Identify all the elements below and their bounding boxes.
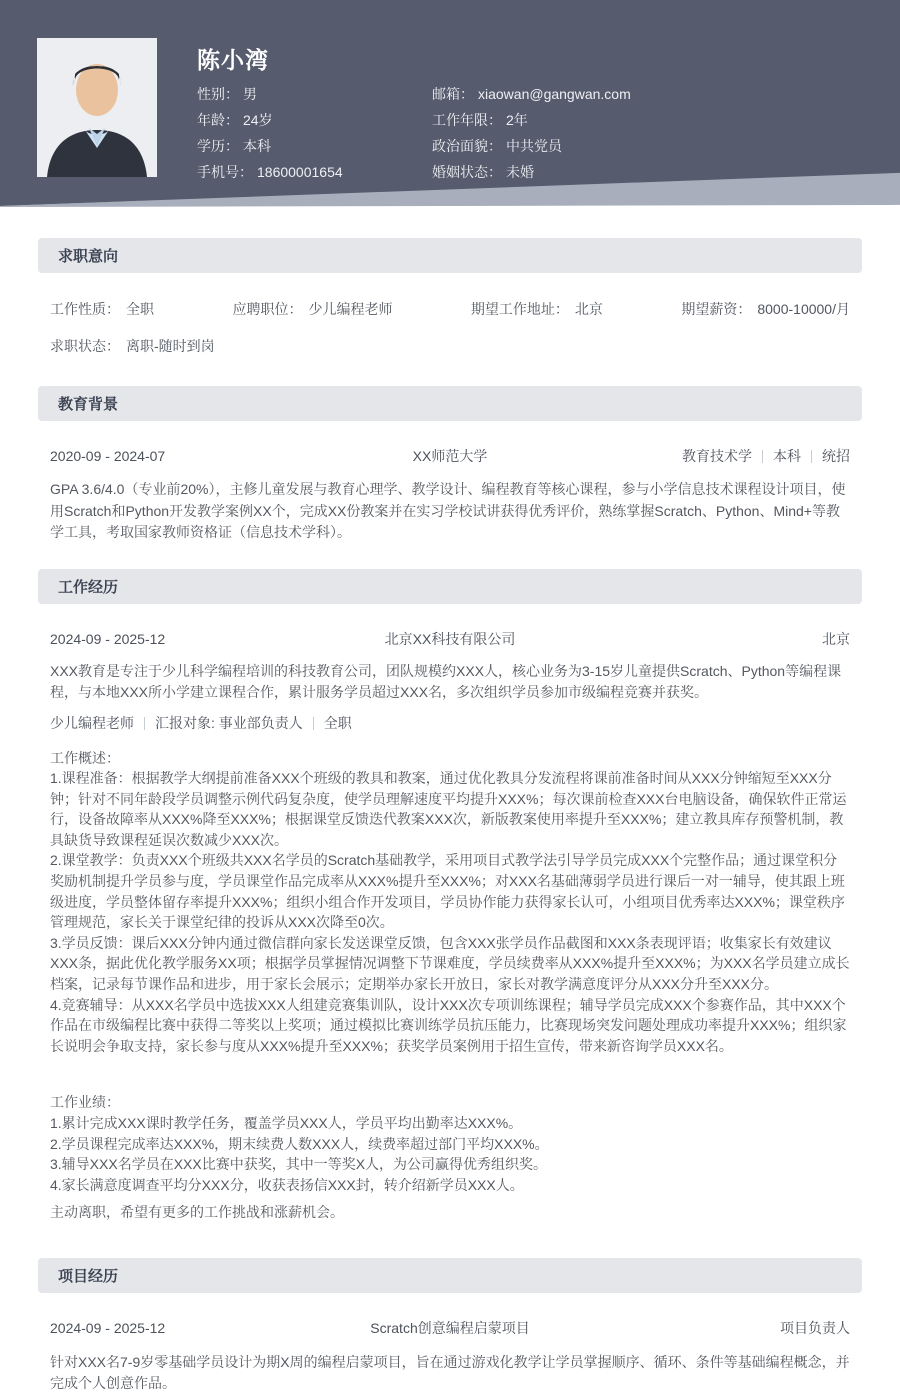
work-role: 少儿编程老师 [50,714,134,731]
header-info-right [432,84,852,188]
leave-reason: 主动离职，希望有更多的工作挑战和涨薪机会。 [50,1204,344,1221]
section-job-intent [50,238,850,356]
education-major: 教育技术学 [682,448,752,464]
work-location: 北京 [822,630,850,647]
field-work-years: 工作年限： 2年 [432,112,528,128]
work-role-line [50,713,850,733]
education-enroll-type: 统招 [822,448,850,464]
education-degree: 本科 [773,448,801,464]
work-meta-row [50,629,850,649]
work-achievement-title: 工作业绩： [50,1094,120,1111]
intent-position: 应聘职位： 少儿编程老师 [232,301,393,317]
project-role: 项目负责人 [780,1319,850,1336]
section-project-experience [50,1258,850,1395]
work-report-to: 汇报对象: 事业部负责人 [155,714,303,731]
section-work-experience [50,569,850,1223]
section-title-job-intent: 求职意向 [38,238,862,273]
education-meta-row [50,446,850,466]
section-education [50,386,850,544]
work-job-type: 全职 [323,714,352,731]
resume-header [0,0,900,207]
work-achievement-item: 2.学员课程完成率达XXX%，期末续费人数XXX人，续费率超过部门平均XXX%。 [50,1135,549,1152]
work-achievement-item: 3.辅导XXX名学员在XXX比赛中获奖，其中一等奖X人，为公司赢得优秀组织奖。 [50,1156,548,1173]
work-overview-item: 4.竞赛辅导：从XXX名学员中选拔XXX人组建竞赛集训队，设计XXX次专项训练课程；辅导学员完成XXX个参赛作品，其中XXX个作品在市级编程比赛中获得二等奖以上奖项；通过模拟比赛训练学员抗压能力，比赛现场突发问题处理成功率提升XXX%；组织家长说明会争取支持，家长参与度从XXX%提升至XXX%；获奖学员案例用于招生宣传，带来新咨询学员XXX名。 [50,996,847,1054]
project-period: 2024-09 - 2025-12 [50,1319,166,1336]
work-overview-item: 2.课堂教学：负责XXX个班级共XXX名学员的Scratch基础教学，采用项目式教学法引导学员完成XXX个完整作品；通过课堂积分奖励机制提升学员参与度，学员课堂作品完成率从XXX%提升至XXX%；对XXX名基础薄弱学员进行课后一对一辅导，使其跟上班级进度，学员整体留存率提升XXX%；组织小组合作开发项目，学员协作能力获得家长认可，小组项目优秀率达XXX%；课堂秩序管理规范，家长关于课堂纪律的投诉从XXX次降至0次。 [50,852,845,931]
divider [762,450,763,463]
work-achievement-item: 1.累计完成XXX课时教学任务，覆盖学员XXX人，学员平均出勤率达XXX%。 [50,1115,523,1131]
project-name: Scratch创意编程启蒙项目 [370,1319,530,1336]
section-title-education: 教育背景 [38,386,862,421]
field-age: 年龄： 24岁 [197,112,273,128]
field-political-status: 政治面貌： 中共党员 [432,138,562,154]
job-intent-row2 [50,336,850,356]
field-gender: 性别： 男 [197,86,257,102]
field-phone: 手机号： 18600001654 [197,164,343,180]
section-title-project: 项目经历 [38,1258,862,1293]
field-marital-status: 婚姻状态： 未婚 [432,164,534,180]
work-overview-item: 3.学员反馈：课后XXX分钟内通过微信群向家长发送课堂反馈，包含XXX张学员作品截图和XXX条表现评语；收集家长有效建议XXX条，据此优化教学服务XX项；根据学员掌握情况调整下节课难度，学员续费率从XXX%提升至XXX%；为XXX名学员建立成长档案，记录每节课作品和进步，用于家长会展示；定期举办家长开放日，家长对教学满意度评分从XXX分升至XXX分。 [50,934,850,993]
education-school: XX师范大学 [412,448,488,464]
divider [313,717,314,730]
education-period: 2020-09 - 2024-07 [50,448,166,464]
header-info-left [197,84,427,188]
project-description: 针对XXX名7-9岁零基础学员设计为期X周的编程启蒙项目，旨在通过游戏化教学让学员掌握顺序、循环、条件等基础编程概念，并完成个人创意作品。 [50,1353,850,1392]
education-degree-info [615,446,850,466]
field-education-level: 学历： 本科 [197,138,271,154]
intent-salary: 期望薪资： 8000-10000/月 [681,301,850,317]
job-intent-row1 [50,299,850,319]
spacer [50,1056,850,1077]
profile-photo [37,38,157,177]
work-company: 北京XX科技有限公司 [384,630,516,647]
education-description: GPA 3.6/4.0（专业前20%），主修儿童发展与教育心理学、教学设计、编程教育等核心课程，参与小学信息技术课程设计项目，使用Scratch和Python开发教学案例XX个，完成XX份教案并在实习学校试讲获得优秀评价，熟练掌握Scratch、Python、Mind+等教学工具，考取国家教师资格证（信息技术学科）。 [50,481,846,540]
work-period: 2024-09 - 2025-12 [50,630,166,647]
resume-body [0,238,900,1395]
work-achievements [50,1092,850,1195]
company-intro: XXX教育是专注于少儿科学编程培训的科技教育公司，团队规模约XXX人，核心业务为3-15岁儿童提供Scratch、Python等编程课程，与本地XXX所小学建立课程合作，累计服务学员超过XXX名，多次组织学员参加市级编程竞赛并获奖。 [50,662,842,700]
person-portrait-icon [37,38,157,177]
divider [144,717,145,730]
candidate-name: 陈小湾 [197,47,269,73]
intent-work-nature: 工作性质： 全职 [50,301,154,317]
work-overview-title: 工作概述： [50,749,120,766]
work-achievement-item: 4.家长满意度调查平均分XXX分，收获表扬信XXX封，转介绍新学员XXX人。 [50,1176,524,1193]
intent-status: 求职状态： 离职-随时到岗 [50,338,215,354]
work-overview-item: 1.课程准备：根据教学大纲提前准备XXX个班级的教具和教案，通过优化教具分发流程将课前准备时间从XXX分钟缩短至XXX分钟；针对不同年龄段学员调整示例代码复杂度，使学员理解速度平均提升XXX%；每次课前检查XXX台电脑设备，确保软件正常运行，设备故障率从XXX%降至XXX%；根据课堂反馈迭代教案XXX次，新版教案使用率提升至XXX%；建立教具库存预警机制，教具缺货导致课程延误次数减少XXX次。 [50,770,847,848]
divider [811,450,812,463]
field-email: 邮箱： xiaowan@gangwan.com [432,86,631,102]
section-title-work: 工作经历 [38,569,862,604]
project-meta-row [50,1318,850,1338]
work-overview [50,748,850,1057]
intent-location: 期望工作地址： 北京 [470,301,603,317]
